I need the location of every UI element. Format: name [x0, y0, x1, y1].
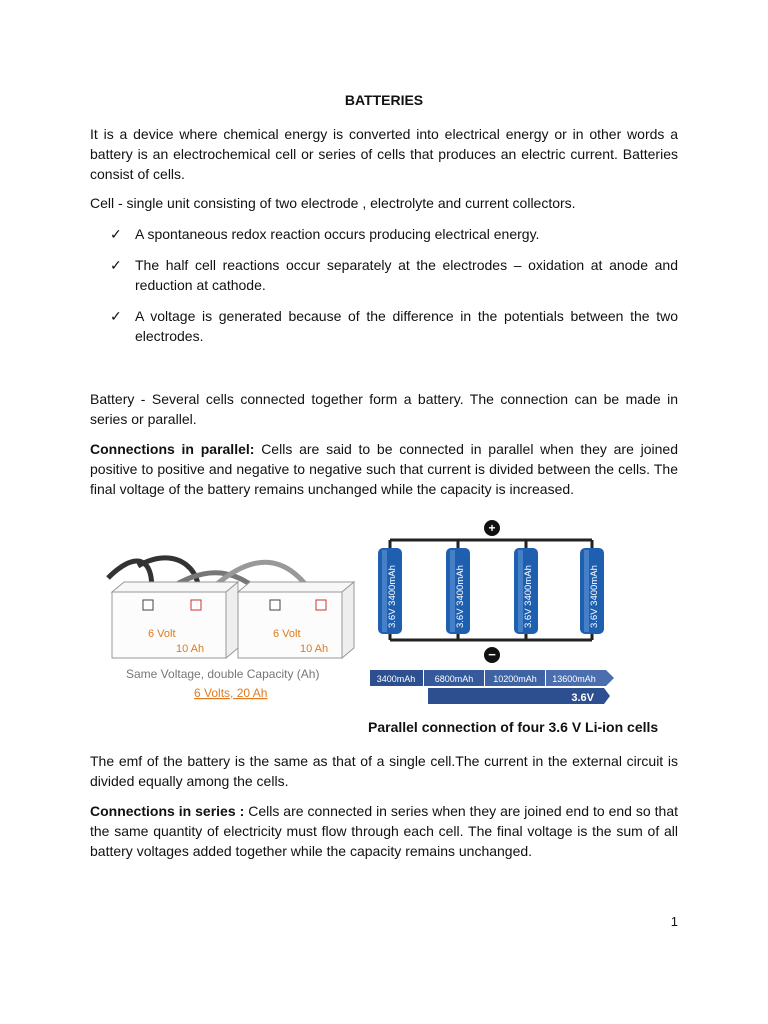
- positive-terminal-label: +: [488, 521, 496, 535]
- series-heading: Connections in series :: [90, 803, 245, 819]
- parallel-paragraph: Connections in parallel: Cells are said to be connected in parallel when they are joined positive to positive and negative to negative such that current is divided between the cells. The final voltage of the battery remains unchanged while the capacity is increased.: [90, 441, 678, 497]
- list-item: ✓ The half cell reactions occur separately at the electrodes – oxidation at anode and reduction at cathode.: [110, 257, 678, 293]
- battery-one: [112, 582, 238, 658]
- capacity-label-4: 13600mAh: [552, 674, 596, 684]
- cell-label: 3.6V 3400mAh: [523, 565, 534, 628]
- battery-definition: Battery - Several cells connected together form a battery. The connection can be made in series or parallel.: [90, 391, 678, 427]
- battery-one-capacity: 10 Ah: [176, 643, 205, 655]
- battery-two-voltage: 6 Volt: [273, 628, 301, 640]
- list-item: ✓ A spontaneous redox reaction occurs producing electrical energy.: [110, 226, 540, 242]
- list-item: ✓ A voltage is generated because of the difference in the potentials between the two electrodes.: [110, 308, 678, 344]
- cell-label: 3.6V 3400mAh: [455, 565, 466, 628]
- capacity-label-2: 6800mAh: [434, 674, 474, 684]
- series-paragraph: Connections in series : Cells are connected in series when they are joined end to end so that the same quantity of electricity must flow through each cell. The final voltage is the sum of all battery voltages added together while the capacity remains unchanged.: [90, 803, 678, 859]
- checkmark-icon: ✓: [110, 226, 122, 242]
- checkmark-icon: ✓: [110, 257, 122, 273]
- cell-label: 3.6V 3400mAh: [589, 565, 600, 628]
- figure-caption: Parallel connection of four 3.6 V Li-ion cells: [368, 719, 659, 735]
- battery-two-capacity: 10 Ah: [300, 643, 329, 655]
- battery-one-voltage: 6 Volt: [148, 628, 176, 640]
- battery-two: [238, 582, 354, 658]
- cell-label: 3.6V 3400mAh: [387, 565, 398, 628]
- intro-paragraph: It is a device where chemical energy is converted into electrical energy or in other words a battery is an electrochemical cell or series of cells that produces an electric current. Batteries consist of cells.: [90, 126, 678, 182]
- li-ion-cells-figure: [368, 516, 616, 704]
- negative-terminal-label: −: [488, 647, 496, 662]
- page-number: 1: [670, 914, 678, 929]
- li-ion-cell: [514, 548, 538, 634]
- figure-caption-rating: 6 Volts, 20 Ah: [194, 686, 268, 700]
- capacity-label-3: 10200mAh: [493, 674, 537, 684]
- figure-caption-capacity: Same Voltage, double Capacity (Ah): [126, 667, 320, 681]
- cell-definition: Cell - single unit consisting of two electrode , electrolyte and current collectors.: [90, 195, 576, 211]
- li-ion-cell: [580, 548, 604, 634]
- checkmark-icon: ✓: [110, 308, 122, 324]
- li-ion-cell: [446, 548, 470, 634]
- parallel-heading: Connections in parallel:: [90, 441, 255, 457]
- parallel-batteries-figure: [98, 548, 360, 704]
- capacity-label-1: 3400mAh: [376, 674, 416, 684]
- emf-paragraph: The emf of the battery is the same as that of a single cell.The current in the external circuit is divided equally among the cells.: [90, 753, 678, 789]
- cell-properties-list: [110, 224, 678, 357]
- voltage-label: 3.6V: [571, 692, 594, 704]
- capacity-bar: [370, 670, 614, 704]
- li-ion-cell: [378, 548, 402, 634]
- page-title: BATTERIES: [344, 92, 424, 108]
